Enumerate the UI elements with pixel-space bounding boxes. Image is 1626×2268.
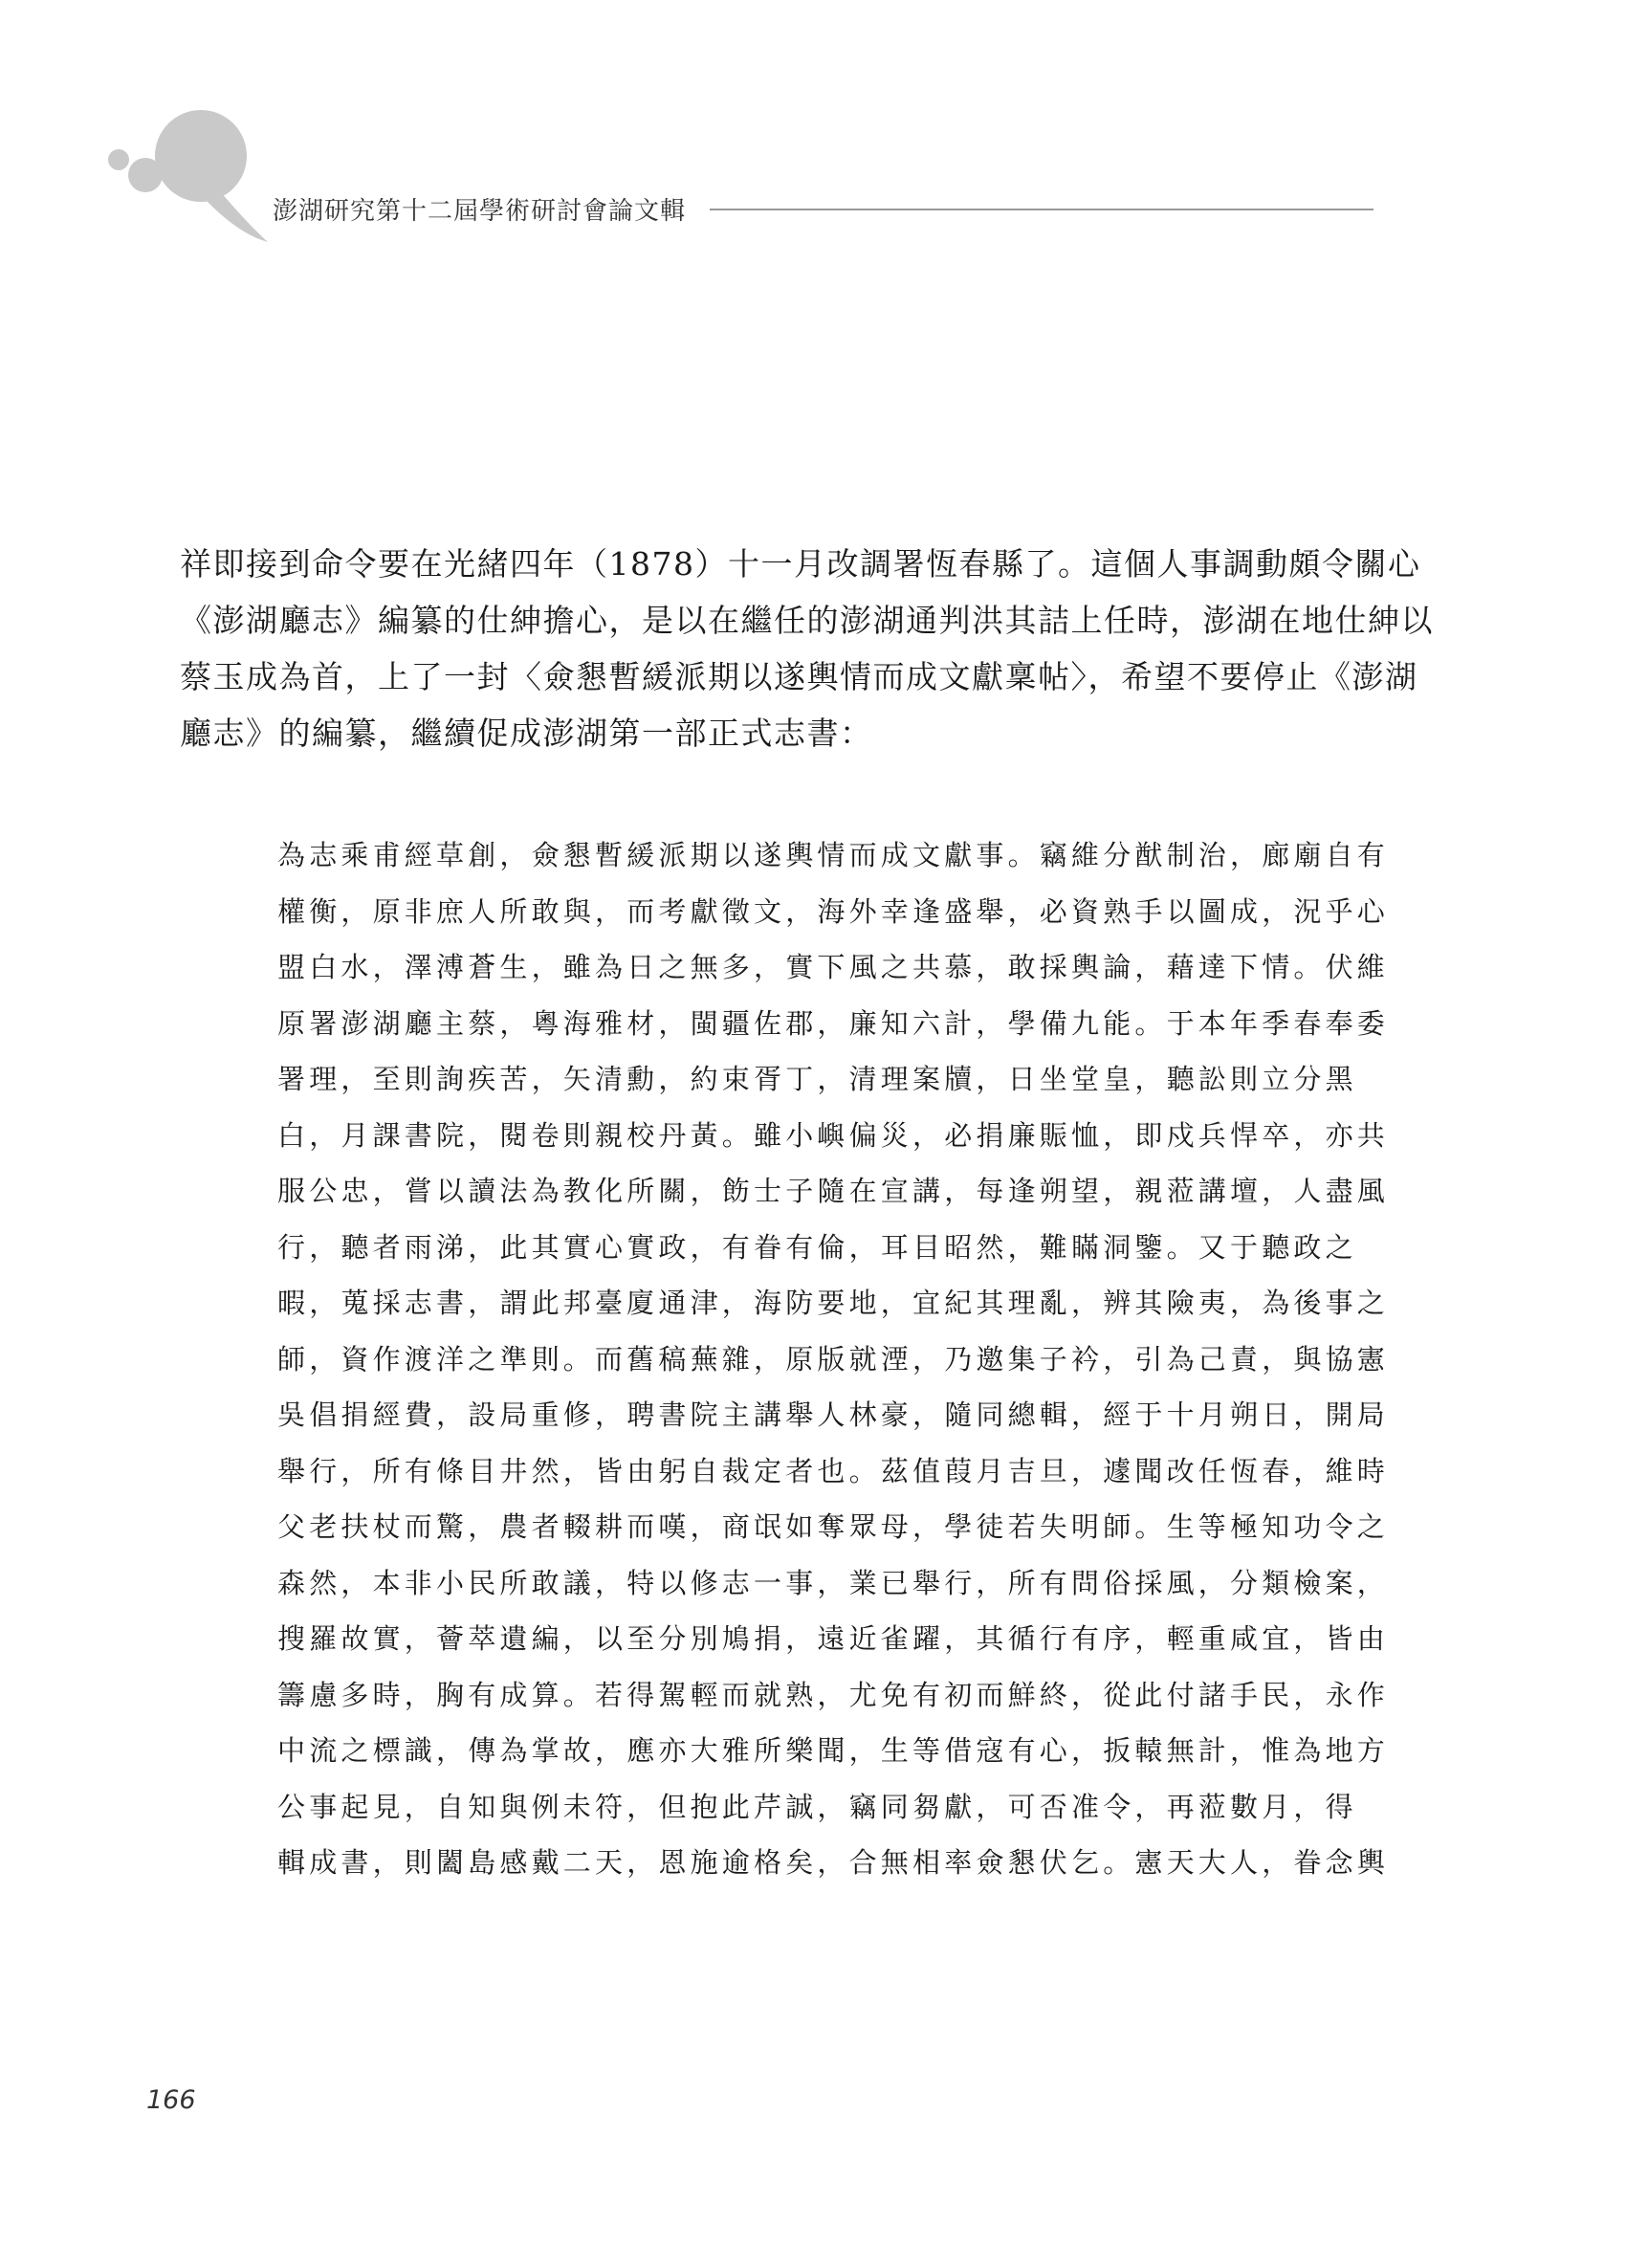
header-divider bbox=[710, 209, 1373, 210]
quote-line: 父老扶杖而驚，農者輟耕而嘆，商氓如奪眾母，學徒若失明師。生等極知功令之 bbox=[277, 1510, 1390, 1543]
block-quote bbox=[277, 827, 1390, 1891]
quote-line: 署理，至則詢疾苦，矢清勳，約束胥丁，清理案牘，日坐堂皇，聽訟則立分黑 bbox=[277, 1063, 1357, 1095]
logo-small-dot bbox=[108, 149, 129, 170]
paragraph-line: 蔡玉成為首，上了一封〈僉懇暫緩派期以遂輿情而成文獻稟帖〉，希望不要停止《澎湖 bbox=[180, 658, 1418, 695]
paragraph-line: 廳志》的編纂，繼續促成澎湖第一部正式志書： bbox=[180, 715, 873, 752]
quote-line: 行，聽者雨涕，此其實心實政，有眷有倫，耳目昭然，難瞞洞鑒。又于聽政之 bbox=[277, 1230, 1357, 1264]
quote-line: 搜羅故實，薈萃遺編，以至分別鳩捐，遠近雀躍，其循行有序，輕重咸宜，皆由 bbox=[277, 1622, 1390, 1655]
quote-line: 師，資作渡洋之準則。而舊稿蕪雜，原版就湮，乃邀集子衿，引為己責，與協憲 bbox=[277, 1342, 1390, 1376]
logo-bubble-tail bbox=[206, 191, 268, 242]
paragraph-line: 《澎湖廳志》編纂的仕紳擔心，是以在繼任的澎湖通判洪其詰上任時，澎湖在地仕紳以 bbox=[180, 602, 1434, 639]
body-paragraph bbox=[180, 536, 1434, 761]
speech-bubble-logo-icon bbox=[105, 100, 268, 244]
page-number: 166 bbox=[146, 2085, 196, 2115]
quote-line: 公事起見，自知與例未符，但抱此芹誠，竊同芻獻，可否准令，再蒞數月，得 bbox=[277, 1790, 1357, 1823]
quote-line: 籌慮多時，胸有成算。若得駕輕而就熟，尤免有初而鮮終，從此付諸手民，永作 bbox=[277, 1678, 1390, 1711]
quote-line: 權衡，原非庶人所敢與，而考獻徵文，海外幸逢盛舉，必資熟手以圖成，況乎心 bbox=[277, 894, 1390, 928]
quote-line: 服公忠，嘗以讀法為教化所關，飭士子隨在宣講，每逢朔望，親蒞講壇，人盡風 bbox=[277, 1175, 1390, 1207]
quote-line: 原署澎湖廳主蔡，粵海雅材，閩疆佐郡，廉知六計，學備九能。于本年季春奉委 bbox=[277, 1006, 1390, 1040]
logo-large-circle bbox=[155, 110, 247, 202]
quote-line: 為志乘甫經草創，僉懇暫緩派期以遂輿情而成文獻事。竊維分猷制治，廊廟自有 bbox=[277, 839, 1390, 871]
quote-line: 盟白水，澤溥蒼生，雖為日之無多，實下風之共慕，敢採輿論，藉達下情。伏維 bbox=[277, 951, 1390, 983]
quote-line: 森然，本非小民所敢議，特以修志一事，業已舉行，所有問俗採風，分類檢案， bbox=[277, 1566, 1390, 1599]
quote-line: 白，月課書院，閱卷則親校丹黃。雖小嶼偏災，必捐廉賑恤，即戍兵悍卒，亦共 bbox=[277, 1118, 1390, 1152]
running-header-title: 澎湖研究第十二屆學術研討會論文輯 bbox=[273, 197, 687, 226]
quote-line: 中流之標識，傳為掌故，應亦大雅所樂聞，生等借寇有心，扳轅無計，惟為地方 bbox=[277, 1734, 1390, 1767]
paragraph-line: 祥即接到命令要在光緒四年（1878）十一月改調署恆春縣了。這個人事調動頗令關心 bbox=[180, 545, 1421, 583]
quote-line: 輯成書，則闔島感戴二天，恩施逾格矣，合無相率僉懇伏乞。憲天大人，眷念輿 bbox=[277, 1846, 1390, 1879]
quote-line: 舉行，所有條目井然，皆由躬自裁定者也。茲值葭月吉旦，遽聞改任恆春，維時 bbox=[277, 1454, 1390, 1487]
quote-line: 暇，蒐採志書，謂此邦臺廈通津，海防要地，宜紀其理亂，辨其險夷，為後事之 bbox=[277, 1287, 1390, 1319]
quote-line: 吳倡捐經費，設局重修，聘書院主講舉人林豪，隨同總輯，經于十月朔日，開局 bbox=[277, 1398, 1390, 1431]
